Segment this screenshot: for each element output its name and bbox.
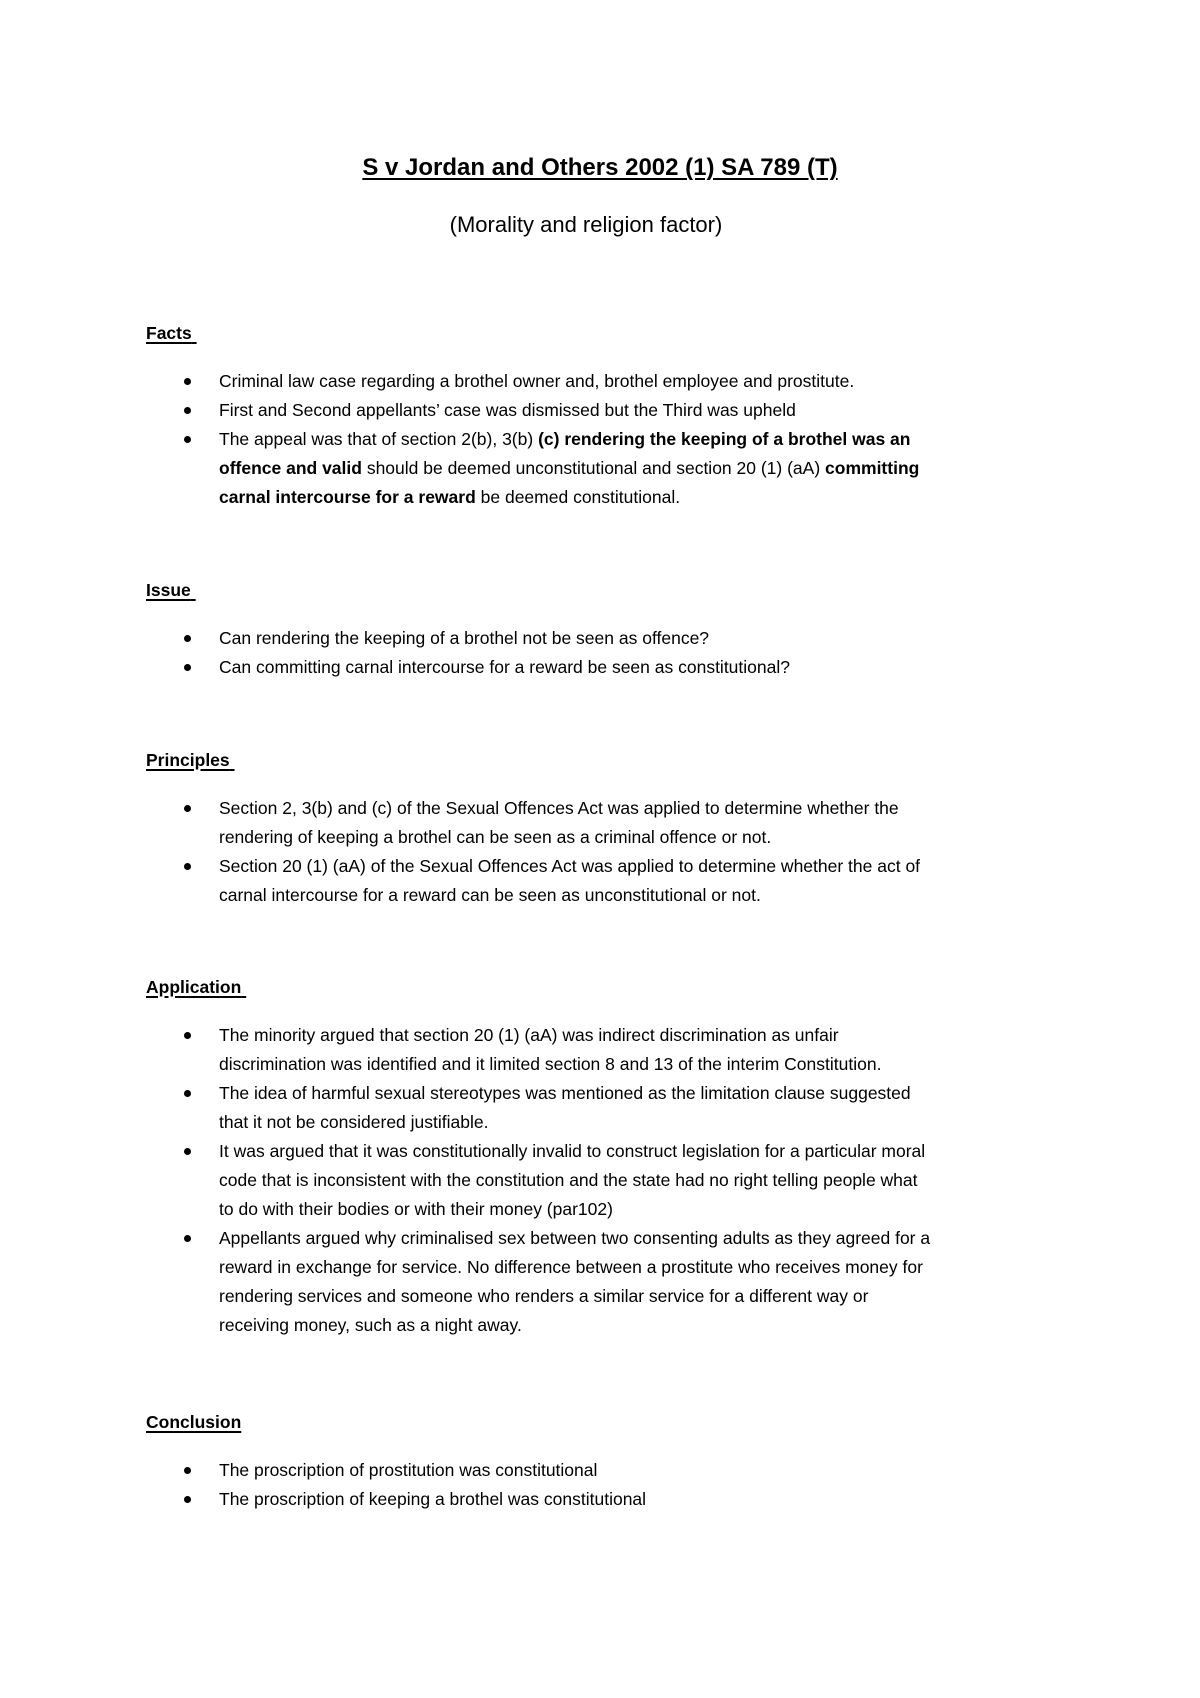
section-heading-issue — [146, 576, 196, 604]
list-item — [219, 852, 920, 910]
list-item — [219, 1021, 930, 1079]
list-item — [219, 396, 919, 425]
bullet-icon — [184, 664, 191, 671]
item-line: It was argued that it was constitutionally invalid to construct legislation for a particular moral — [219, 1140, 926, 1161]
item-line: Criminal law case regarding a brothel owner and, brothel employee and prostitute. — [219, 370, 855, 391]
section-heading-conclusion-text: Conclusion — [146, 1412, 242, 1432]
list-item — [219, 1224, 930, 1340]
bullet-icon — [184, 863, 191, 870]
text-segment: The appeal was that of section 2(b), 3(b) — [219, 428, 539, 449]
bullet-icon — [184, 1496, 191, 1503]
text-segment: be deemed constitutional. — [475, 486, 681, 507]
item-line — [219, 454, 919, 483]
item-line: to do with their bodies or with their money (par102) — [219, 1198, 613, 1219]
text-segment: should be deemed unconstitutional and section 20 (1) (aA) — [361, 457, 826, 478]
bullet-icon — [184, 436, 191, 443]
item-line: code that is inconsistent with the constitution and the state had no right telling people what — [219, 1169, 918, 1190]
section-heading-conclusion — [146, 1408, 241, 1436]
item-line: carnal intercourse for a reward can be seen as unconstitutional or not. — [219, 884, 761, 905]
section-heading-principles-text: Principles — [146, 750, 230, 770]
list-item — [219, 425, 919, 512]
item-line: The proscription of prostitution was constitutional — [219, 1459, 598, 1480]
list-item — [219, 1079, 930, 1137]
page-title — [0, 152, 1200, 184]
item-line: Section 20 (1) (aA) of the Sexual Offences Act was applied to determine whether the act of — [219, 855, 921, 876]
item-line: rendering of keeping a brothel can be seen as a criminal offence or not. — [219, 826, 772, 847]
bullet-icon — [184, 635, 191, 642]
page-title-text: S v Jordan and Others 2002 (1) SA 789 (T) — [362, 154, 838, 181]
bullet-icon — [184, 1090, 191, 1097]
list-item — [219, 1137, 930, 1224]
item-line: The minority argued that section 20 (1) (aA) was indirect discrimination as unfair — [219, 1024, 839, 1045]
bold-text-segment: carnal intercourse for a reward — [219, 486, 476, 507]
item-line: that it not be considered justifiable. — [219, 1111, 489, 1132]
list-item — [219, 1485, 646, 1514]
list-item — [219, 653, 790, 682]
bullet-icon — [184, 1467, 191, 1474]
list-item — [219, 1456, 646, 1485]
item-line: Appellants argued why criminalised sex between two consenting adults as they agreed for a — [219, 1227, 931, 1248]
list-item — [219, 624, 790, 653]
item-line: Can committing carnal intercourse for a reward be seen as constitutional? — [219, 656, 790, 677]
item-line — [219, 483, 919, 512]
section-heading-facts-text: Facts — [146, 323, 192, 343]
bullet-icon — [184, 1032, 191, 1039]
item-line: discrimination was identified and it limited section 8 and 13 of the interim Constitution. — [219, 1053, 882, 1074]
list-item — [219, 367, 919, 396]
item-line: receiving money, such as a night away. — [219, 1314, 522, 1335]
item-line: Can rendering the keeping of a brothel not be seen as offence? — [219, 627, 710, 648]
item-line: The proscription of keeping a brothel was constitutional — [219, 1488, 647, 1509]
section-heading-issue-text: Issue — [146, 580, 191, 600]
principles-list — [219, 794, 920, 910]
facts-list — [219, 367, 919, 512]
bullet-icon — [184, 407, 191, 414]
item-line: First and Second appellants’ case was dismissed but the Third was upheld — [219, 399, 796, 420]
section-heading-facts — [146, 319, 197, 347]
section-heading-application — [146, 973, 246, 1001]
application-list — [219, 1021, 930, 1340]
bold-text-segment: (c) rendering the keeping of a brothel was an — [538, 428, 911, 449]
page-subtitle: (Morality and religion factor) — [449, 212, 723, 237]
bullet-icon — [184, 378, 191, 385]
item-line: Section 2, 3(b) and (c) of the Sexual Offences Act was applied to determine whether the — [219, 797, 899, 818]
conclusion-list — [219, 1456, 646, 1514]
item-line — [219, 425, 919, 454]
item-line: rendering services and someone who renders a similar service for a different way or — [219, 1285, 869, 1306]
bold-text-segment: offence and valid — [219, 457, 362, 478]
bullet-icon — [184, 1148, 191, 1155]
item-line: The idea of harmful sexual stereotypes was mentioned as the limitation clause suggested — [219, 1082, 911, 1103]
bold-text-segment: committing — [825, 457, 920, 478]
bullet-icon — [184, 805, 191, 812]
section-heading-principles — [146, 746, 235, 774]
section-heading-application-text: Application — [146, 977, 242, 997]
item-line: reward in exchange for service. No difference between a prostitute who receives money for — [219, 1256, 923, 1277]
bullet-icon — [184, 1235, 191, 1242]
list-item — [219, 794, 920, 852]
issue-list — [219, 624, 790, 682]
